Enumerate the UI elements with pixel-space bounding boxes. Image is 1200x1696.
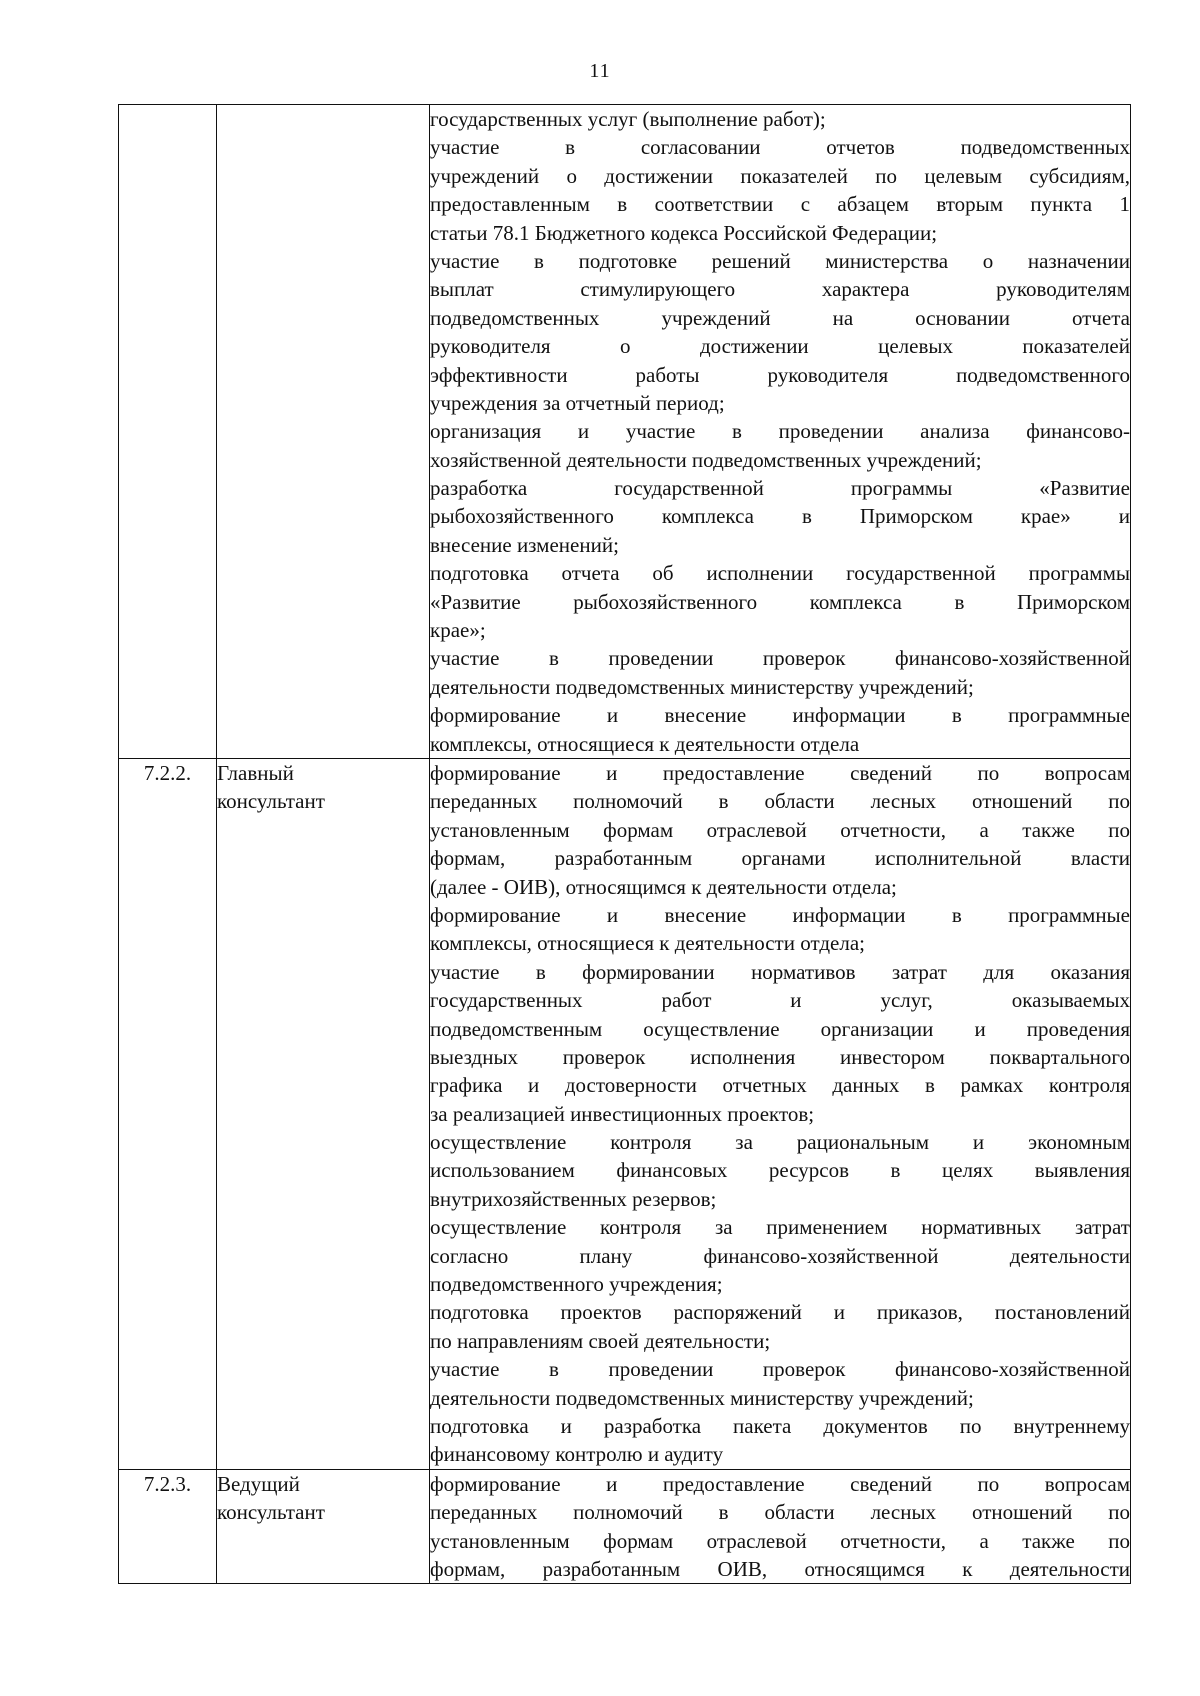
duty-line: графика и достоверности отчетных данных в рамках контроля — [430, 1073, 1130, 1098]
duty-line: рыбохозяйственного комплекса в Приморском крае» и — [430, 504, 1130, 529]
table-row — [119, 105, 1131, 759]
duty-line: формирование и предоставление сведений по вопросам — [430, 760, 1130, 785]
position-line: консультант — [217, 789, 325, 814]
duty-line: формам, разработанным органами исполнительной власти — [430, 846, 1130, 871]
duty-line: организация и участие в проведении анализа финансово- — [430, 419, 1130, 444]
duty-line: хозяйственной деятельности подведомственных учреждений; — [430, 447, 982, 472]
duty-line: подготовка отчета об исполнении государственной программы — [430, 561, 1130, 586]
position-title — [217, 1469, 430, 1584]
position-line — [217, 133, 429, 161]
duty-line: руководителя о достижении целевых показателей — [430, 334, 1130, 359]
duties-cell — [430, 1469, 1131, 1584]
duty-line: согласно плану финансово-хозяйственной деятельности — [430, 1243, 1130, 1268]
duty-line: использованием финансовых ресурсов в целях выявления — [430, 1158, 1130, 1183]
duty-line: предоставленным в соответствии с абзацем вторым пункта 1 — [430, 192, 1130, 217]
duty-line: учреждения за отчетный период; — [430, 390, 725, 415]
duty-line: участие в проведении проверок финансово-хозяйственной — [430, 1357, 1130, 1382]
duty-line: переданных полномочий в области лесных отношений по — [430, 789, 1130, 814]
duty-line: осуществление контроля за применением нормативных затрат — [430, 1215, 1130, 1240]
position-line: консультант — [217, 1500, 325, 1525]
duty-line: установленным формам отраслевой отчетности, а также по — [430, 817, 1130, 842]
duties-table — [118, 104, 1131, 1584]
duty-line: крае»; — [430, 618, 486, 643]
duties-cell — [430, 758, 1131, 1469]
position-title — [217, 758, 430, 1469]
duty-line: участие в формировании нормативов затрат для оказания — [430, 959, 1130, 984]
duty-line: государственных услуг (выполнение работ); — [430, 107, 826, 131]
duty-line: учреждений о достижении показателей по целевым субсидиям, — [430, 163, 1130, 188]
position-title — [217, 105, 430, 759]
item-number: 7.2.2. — [119, 758, 217, 1469]
duty-line: подготовка и разработка пакета документов по внутреннему — [430, 1413, 1130, 1438]
duty-line: комплексы, относящиеся к деятельности отдела; — [430, 931, 865, 956]
position-line: Главный — [217, 760, 294, 785]
duty-line: участие в подготовке решений министерства о назначении — [430, 248, 1130, 273]
duty-line: разработка государственной программы «Развитие — [430, 476, 1130, 501]
duty-line: формирование и предоставление сведений по вопросам — [430, 1471, 1130, 1496]
duty-line: подготовка проектов распоряжений и приказов, постановлений — [430, 1300, 1130, 1325]
duty-line: установленным формам отраслевой отчетности, а также по — [430, 1528, 1130, 1553]
duty-line: участие в проведении проверок финансово-хозяйственной — [430, 646, 1130, 671]
duty-line: деятельности подведомственных министерству учреждений; — [430, 674, 974, 699]
duty-line: комплексы, относящиеся к деятельности отдела — [430, 731, 860, 756]
table-row — [119, 758, 1131, 1469]
duty-line: внесение изменений; — [430, 532, 619, 557]
position-line — [217, 105, 429, 133]
duty-line: деятельности подведомственных министерству учреждений; — [430, 1385, 974, 1410]
position-line: Ведущий — [217, 1471, 300, 1496]
duty-line: статьи 78.1 Бюджетного кодекса Российской Федерации; — [430, 220, 938, 245]
table-row — [119, 1469, 1131, 1584]
duty-line: подведомственного учреждения; — [430, 1272, 723, 1297]
duty-line: эффективности работы руководителя подведомственного — [430, 362, 1130, 387]
duty-line: подведомственных учреждений на основании отчета — [430, 305, 1130, 330]
duty-line: за реализацией инвестиционных проектов; — [430, 1101, 815, 1126]
duty-line: переданных полномочий в области лесных отношений по — [430, 1500, 1130, 1525]
item-number: 7.2.3. — [119, 1469, 217, 1584]
duty-line: формирование и внесение информации в программные — [430, 902, 1130, 927]
duty-line: «Развитие рыбохозяйственного комплекса в Приморском — [430, 589, 1130, 614]
duty-line: участие в согласовании отчетов подведомственных — [430, 135, 1130, 160]
duty-line: подведомственным осуществление организации и проведения — [430, 1016, 1130, 1041]
item-number — [119, 105, 217, 759]
duty-line: по направлениям своей деятельности; — [430, 1328, 771, 1353]
duty-line: выплат стимулирующего характера руководителям — [430, 277, 1130, 302]
duty-line: формам, разработанным ОИВ, относящимся к деятельности — [430, 1556, 1130, 1581]
duty-line: формирование и внесение информации в программные — [430, 703, 1130, 728]
duty-line: выездных проверок исполнения инвестором поквартального — [430, 1044, 1130, 1069]
duties-cell — [430, 105, 1131, 759]
duty-line: государственных работ и услуг, оказываемых — [430, 988, 1130, 1013]
duty-line: внутрихозяйственных резервов; — [430, 1186, 717, 1211]
duty-line: (далее - ОИВ), относящимся к деятельности отдела; — [430, 874, 897, 899]
duty-line: финансовому контролю и аудиту — [430, 1442, 724, 1467]
page-number: 11 — [589, 60, 611, 82]
duty-line: осуществление контроля за рациональным и экономным — [430, 1130, 1130, 1155]
